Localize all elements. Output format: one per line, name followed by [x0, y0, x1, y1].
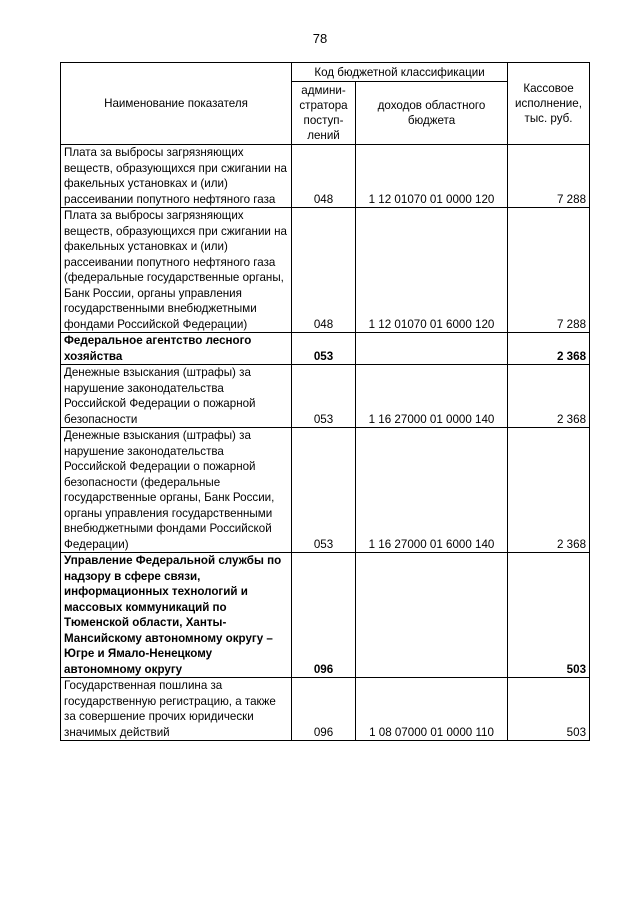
- table-row-agency: [61, 553, 590, 678]
- row-amount: 7 288: [508, 145, 590, 208]
- row-amount: 503: [508, 553, 590, 678]
- row-income-code: 1 12 01070 01 0000 120: [356, 145, 508, 208]
- table-body: [61, 145, 590, 741]
- header-amount: Кассовое исполнение, тыс. руб.: [508, 63, 590, 145]
- row-name: Плата за выбросы загрязняющих веществ, образующихся при сжигании на факельных установках и (или) рассеивании попутного нефтяного газа (федеральные государственные органы, Банк России, органы управления государственными внебюджетными фондами Российской Федерации): [61, 208, 292, 333]
- table-header: [61, 63, 590, 145]
- row-income-code: [356, 333, 508, 365]
- header-kbk-group: Код бюджетной классификации: [292, 63, 508, 82]
- table-row: [61, 365, 590, 428]
- row-income-code: 1 16 27000 01 6000 140: [356, 428, 508, 553]
- row-admin-code: 096: [292, 678, 356, 741]
- row-name: Федеральное агентство лесного хозяйства: [61, 333, 292, 365]
- row-amount: 2 368: [508, 365, 590, 428]
- budget-table: [60, 62, 590, 741]
- row-admin-code: 048: [292, 208, 356, 333]
- table-row: [61, 145, 590, 208]
- row-admin-code: 053: [292, 333, 356, 365]
- row-name: Управление Федеральной службы по надзору в сфере связи, информационных технологий и массовых коммуникаций по Тюменской области, Ханты-Мансийскому автономному округу – Югре и Ямало-Ненецкому автономному округу: [61, 553, 292, 678]
- row-amount: 2 368: [508, 333, 590, 365]
- row-income-code: [356, 553, 508, 678]
- page-number: 78: [312, 31, 328, 46]
- row-name: Государственная пошлина за государственную регистрацию, а также за совершение прочих юридически значимых действий: [61, 678, 292, 741]
- table-row: [61, 428, 590, 553]
- table-row: [61, 678, 590, 741]
- row-admin-code: 053: [292, 365, 356, 428]
- row-amount: 2 368: [508, 428, 590, 553]
- row-amount: 503: [508, 678, 590, 741]
- header-name: Наименование показателя: [61, 63, 292, 145]
- row-admin-code: 048: [292, 145, 356, 208]
- row-admin-code: 096: [292, 553, 356, 678]
- header-income: доходов областного бюджета: [356, 82, 508, 145]
- row-income-code: 1 08 07000 01 0000 110: [356, 678, 508, 741]
- header-admin: админи-стратора поступ-лений: [292, 82, 356, 145]
- row-income-code: 1 12 01070 01 6000 120: [356, 208, 508, 333]
- row-name: Денежные взыскания (штрафы) за нарушение законодательства Российской Федерации о пожарной безопасности (федеральные государственные органы, Банк России, органы управления государственными внебюджетными фондами Российской Федерации): [61, 428, 292, 553]
- table-row: [61, 208, 590, 333]
- row-admin-code: 053: [292, 428, 356, 553]
- row-name: Денежные взыскания (штрафы) за нарушение законодательства Российской Федерации о пожарной безопасности: [61, 365, 292, 428]
- table-row-agency: [61, 333, 590, 365]
- row-amount: 7 288: [508, 208, 590, 333]
- row-income-code: 1 16 27000 01 0000 140: [356, 365, 508, 428]
- row-name: Плата за выбросы загрязняющих веществ, образующихся при сжигании на факельных установках и (или) рассеивании попутного нефтяного газа: [61, 145, 292, 208]
